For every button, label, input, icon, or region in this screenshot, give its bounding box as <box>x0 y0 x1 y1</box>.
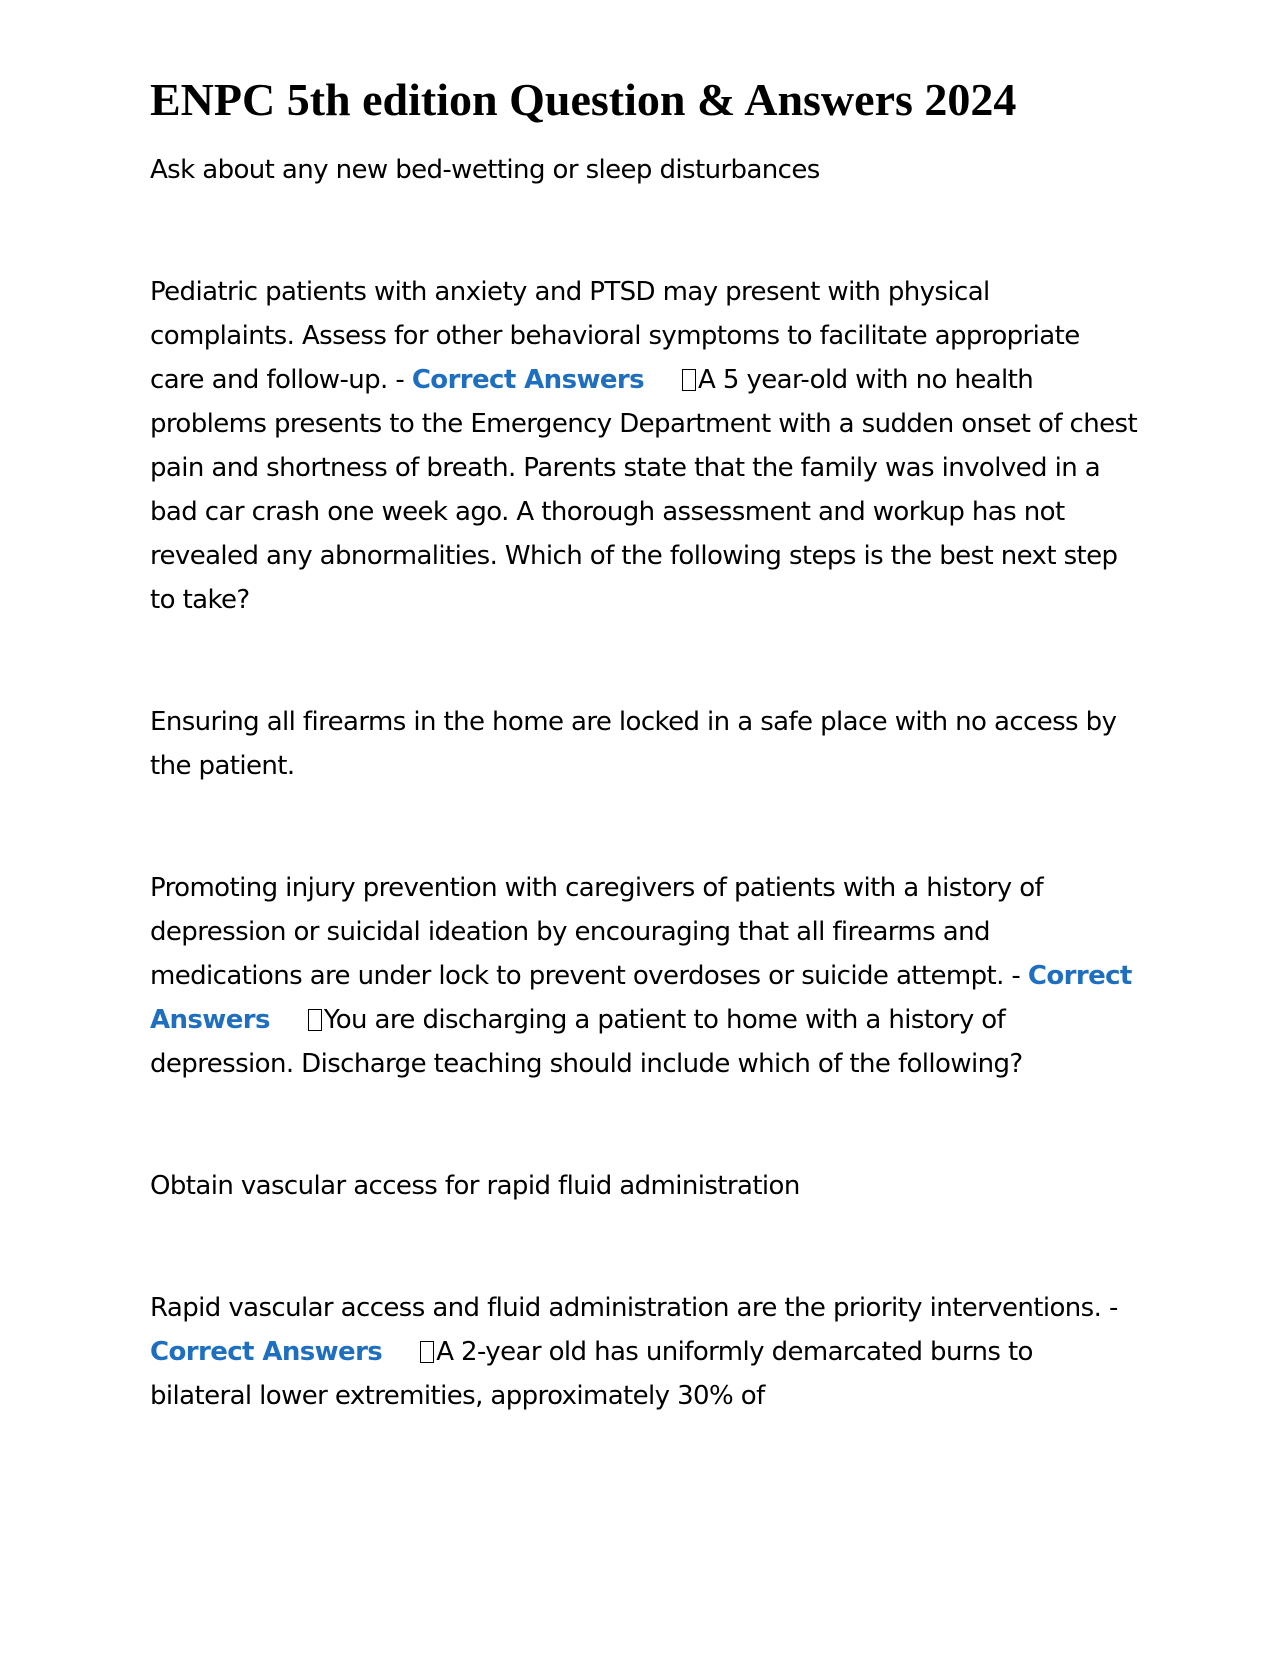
rationale-text: Rapid vascular access and fluid administration are the priority interventions. <box>150 1293 1102 1323</box>
question-text: A 2-year old has uniformly demarcated burns to bilateral lower extremities, approximately 30% of <box>150 1337 1033 1411</box>
spacer <box>150 788 1140 866</box>
answer-paragraph-1: Ask about any new bed-wetting or sleep disturbances <box>150 155 820 185</box>
correct-answers-label: Correct Answers <box>150 1337 383 1367</box>
missing-glyph-icon <box>420 1341 434 1363</box>
spacer <box>150 622 1140 700</box>
correct-answers-label: Correct Answers <box>150 961 1132 1035</box>
rationale-paragraph-2 <box>150 866 1140 1086</box>
missing-glyph-icon <box>308 1009 322 1031</box>
document-title: ENPC 5th edition Question & Answers 2024 <box>150 74 1017 125</box>
answer-paragraph-3: Obtain vascular access for rapid fluid administration <box>150 1171 800 1201</box>
spacer <box>150 1086 1140 1164</box>
separator: - <box>1101 1293 1118 1323</box>
spacer <box>150 192 1140 270</box>
document-page <box>150 70 1140 1418</box>
answer-paragraph-2: Ensuring all firearms in the home are locked in a safe place with no access by the patient. <box>150 707 1117 781</box>
rationale-text: Promoting injury prevention with caregivers of patients with a history of depression or suicidal ideation by encouraging that all firearms and medications are under lock to prevent overdoses or suicide attempt. <box>150 873 1044 991</box>
rationale-text: Pediatric patients with anxiety and PTSD may present with physical complaints. Assess for other behavioral symptoms to facilitate appropriate care and follow-up. <box>150 277 1080 395</box>
missing-glyph-icon <box>682 369 696 391</box>
rationale-paragraph-1 <box>150 270 1140 622</box>
separator: - <box>1003 961 1028 991</box>
correct-answers-label: Correct Answers <box>411 365 645 395</box>
spacer <box>150 1208 1140 1286</box>
rationale-paragraph-3 <box>150 1286 1140 1418</box>
question-text: You are discharging a patient to home with a history of depression. Discharge teaching should include which of the following? <box>150 1005 1023 1079</box>
separator: - <box>387 365 412 395</box>
question-text: A 5 year-old with no health problems presents to the Emergency Department with a sudden onset of chest pain and shortness of breath. Parents state that the family was involved in a bad car crash one week ago. A thorough assessment and workup has not revealed any abnormalities. Which of the following steps is the best next step to take? <box>150 365 1138 615</box>
